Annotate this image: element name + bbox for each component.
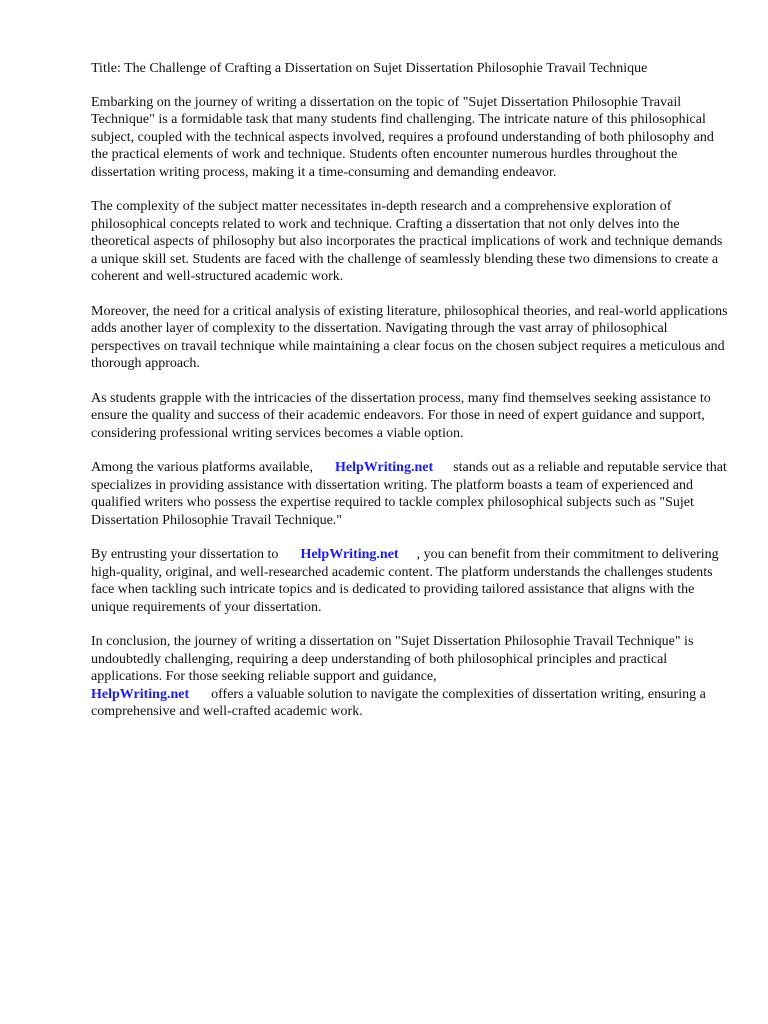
paragraph-entrusting-text-before: By entrusting your dissertation to — [91, 547, 279, 562]
paragraph-platforms — [91, 459, 731, 529]
document-page — [91, 60, 731, 738]
paragraph-conclusion-text-after: offers a valuable solution to navigate the complexities of dissertation writing, ensuring a comprehensive and well-crafted academic work. — [91, 686, 706, 719]
paragraph-complexity: The complexity of the subject matter necessitates in-depth research and a comprehensive exploration of philosophical concepts related to work and technique. Crafting a dissertation that not only delves into the theoretical aspects of philosophy but also incorporates the practical implications of work and technique demands a unique skill set. Students are faced with the challenge of seamlessly blending these two dimensions to create a coherent and well-structured academic work. — [91, 199, 723, 284]
paragraph-platforms-text-after: stands out as a reliable and reputable service that specializes in providing assistance with dissertation writing. The platform boasts a team of experienced and qualified writers who possess the expertise required to tackle complex philosophical subjects such as "Sujet Dissertation Philosophie Travail Technique." — [91, 460, 727, 528]
paragraph-conclusion — [91, 633, 731, 721]
helpwriting-link[interactable]: HelpWriting.net — [335, 460, 434, 475]
paragraph-entrusting-text-after: , you can benefit from their commitment to delivering high-quality, original, and well-researched academic content. The platform understands the challenges students face when tackling such intricate topics and is dedicated to providing tailored assistance that aligns with the unique requirements of your dissertation. — [91, 547, 719, 615]
document-title: Title: The Challenge of Crafting a Dissertation on Sujet Dissertation Philosophie Travail Technique — [91, 61, 648, 76]
paragraph-platforms-text-before: Among the various platforms available, — [91, 460, 313, 475]
paragraph-literature: Moreover, the need for a critical analysis of existing literature, philosophical theories, and real-world applications adds another layer of complexity to the dissertation. Navigating through the vast array of philosophical perspectives on travail technique while maintaining a clear focus on the chosen subject requires a meticulous and thorough approach. — [91, 303, 728, 371]
paragraph-entrusting — [91, 546, 731, 616]
helpwriting-link[interactable]: HelpWriting.net — [300, 547, 399, 562]
paragraph-intro: Embarking on the journey of writing a dissertation on the topic of "Sujet Dissertation Philosophie Travail Technique" is a formidable task that many students find challenging. The intricate nature of this philosophical subject, coupled with the technical aspects involved, requires a profound understanding of both philosophy and the practical elements of work and technique. Students often encounter numerous hurdles throughout the dissertation writing process, making it a time-consuming and demanding endeavor. — [91, 94, 714, 180]
paragraph-assistance: As students grapple with the intricacies of the dissertation process, many find themselves seeking assistance to ensure the quality and success of their academic endeavors. For those in need of expert guidance and support, considering professional writing services becomes a viable option. — [91, 390, 711, 441]
paragraph-conclusion-text-before: In conclusion, the journey of writing a dissertation on "Sujet Dissertation Philosophie Travail Technique" is undoubtedly challenging, requiring a deep understanding of both philosophical principles and practical applications. For those seeking reliable support and guidance, — [91, 634, 694, 684]
helpwriting-link[interactable]: HelpWriting.net — [91, 686, 190, 702]
